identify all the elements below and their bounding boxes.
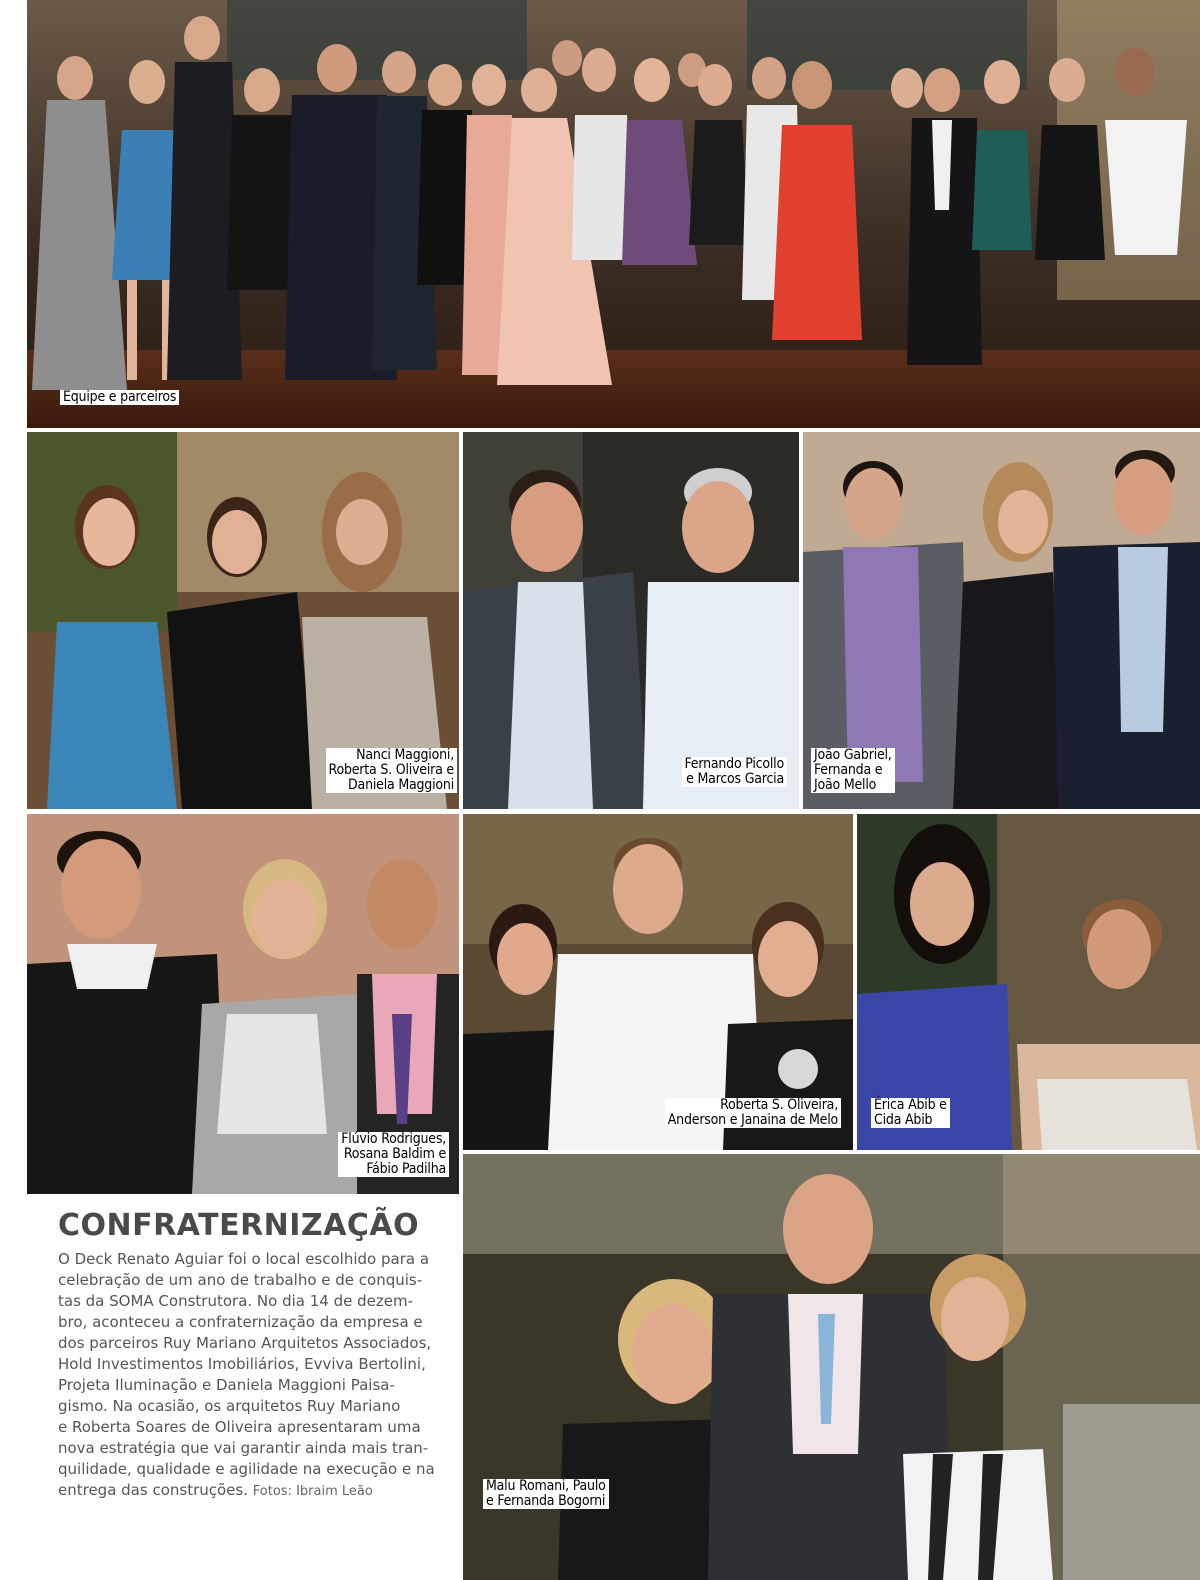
photo-credit: Fotos: Ibraim Leão — [252, 1484, 373, 1499]
article-line: e Roberta Soares de Oliveira apresentaram uma — [58, 1418, 421, 1436]
photo-scene — [463, 432, 799, 809]
caption-erica-cida: Érica Abib e Cida Abib — [871, 1098, 950, 1128]
group-photo-scene — [27, 0, 1200, 428]
photo-roberta-anderson-janaina — [463, 814, 853, 1150]
article-line: quilidade, qualidade e agilidade na execução e na — [58, 1460, 435, 1478]
photo-team-partners — [27, 0, 1200, 428]
caption-fluvio-rosana-fabio: Flúvio Rodrigues, Rosana Baldim e Fábio Padilha — [338, 1132, 449, 1177]
photo-fernando-marcos — [463, 432, 799, 809]
photo-joao-fernanda-joao — [803, 432, 1200, 809]
caption-roberta-anderson-janaina: Roberta S. Oliveira, Anderson e Janaina de Melo — [665, 1098, 841, 1128]
article-line: celebração de um ano de trabalho e de conquis- — [58, 1271, 423, 1289]
photo-scene — [463, 1154, 1200, 1580]
article-line: dos parceiros Ruy Mariano Arquitetos Associados, — [58, 1334, 432, 1352]
photo-fluvio-rosana-fabio — [27, 814, 459, 1194]
caption-fernando-marcos: Fernando Picollo e Marcos Garcia — [682, 757, 787, 787]
photo-nanci-roberta-daniela — [27, 432, 459, 809]
article-line: nova estratégia que vai garantir ainda mais tran- — [58, 1439, 429, 1457]
article-line: O Deck Renato Aguiar foi o local escolhido para a — [58, 1250, 430, 1268]
article-line: Projeta Iluminação e Daniela Maggioni Paisa- — [58, 1376, 395, 1394]
caption-malu-paulo-fernanda: Malu Romani, Paulo e Fernanda Bogorni — [483, 1479, 609, 1509]
article-title: CONFRATERNIZAÇÃO — [58, 1208, 420, 1243]
article-body — [58, 1249, 450, 1502]
article — [58, 1208, 450, 1502]
caption-team-partners: Equipe e parceiros — [60, 390, 179, 405]
article-line: gismo. Na ocasião, os arquitetos Ruy Mariano — [58, 1397, 401, 1415]
photo-erica-cida — [857, 814, 1200, 1150]
article-line: tas da SOMA Construtora. No dia 14 de dezem- — [58, 1292, 413, 1310]
article-line: entrega das construções. — [58, 1481, 248, 1499]
photo-malu-paulo-fernanda — [463, 1154, 1200, 1580]
article-line: bro, aconteceu a confraternização da empresa e — [58, 1313, 423, 1331]
article-line: Hold Investimentos Imobiliários, Evviva Bertolini, — [58, 1355, 426, 1373]
caption-joao-fernanda-joao: João Gabriel, Fernanda e João Mello — [811, 748, 895, 793]
caption-nanci-roberta-daniela: Nanci Maggioni, Roberta S. Oliveira e Daniela Maggioni — [326, 748, 457, 793]
